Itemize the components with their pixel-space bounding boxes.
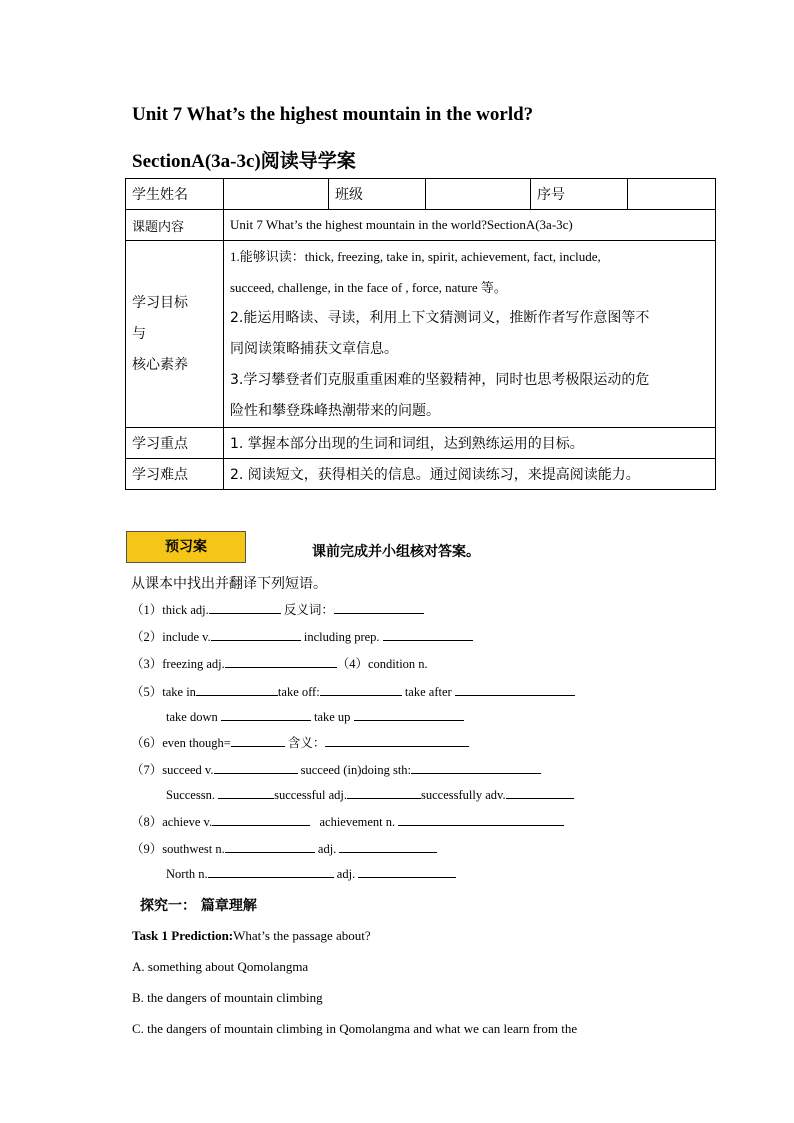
goal-line: 同阅读策略捕获文章信息。: [230, 341, 398, 357]
answer-blank[interactable]: [325, 734, 469, 747]
answer-blank[interactable]: [354, 708, 464, 721]
answer-blank[interactable]: [225, 840, 315, 853]
answer-blank[interactable]: [455, 683, 575, 696]
option-c[interactable]: C. the dangers of mountain climbing in Qomolangma and what we can learn from the: [132, 1021, 578, 1036]
vocab-line-6: （6）even though= 含义：: [131, 733, 469, 751]
difficulty-label: 学习难点: [126, 459, 224, 490]
vocab-line-5: （5）take in take off: take after: [131, 682, 575, 700]
vocab-line-2: （2）include v. including prep.: [131, 627, 473, 645]
student-name-cell[interactable]: [224, 179, 329, 210]
option-b[interactable]: B. the dangers of mountain climbing: [132, 990, 323, 1005]
answer-blank[interactable]: [347, 786, 421, 799]
document-title: Unit 7 What’s the highest mountain in the world?: [132, 104, 534, 125]
answer-blank[interactable]: [411, 761, 541, 774]
goal-line: succeed, challenge, in the face of , force, nature 等。: [230, 280, 507, 295]
option-a[interactable]: A. something about Qomolangma: [132, 959, 309, 974]
class-cell[interactable]: [426, 179, 531, 210]
task-question: What’s the passage about?: [233, 928, 371, 943]
seat-label: 序号: [531, 179, 628, 210]
answer-blank[interactable]: [218, 786, 274, 799]
info-table: [125, 178, 716, 490]
goal-line: 1.能够识读：thick, freezing, take in, spirit, achievement, fact, include,: [230, 249, 601, 264]
class-label: 班级: [329, 179, 426, 210]
key-point-label: 学习重点: [126, 428, 224, 459]
goal-line: 3.学习攀登者们克服重重困难的坚毅精神，同时也思考极限运动的危: [230, 372, 650, 388]
answer-blank[interactable]: [209, 601, 281, 614]
vocab-instructions: 从课本中找出并翻译下列短语。: [131, 576, 327, 592]
answer-blank[interactable]: [231, 734, 285, 747]
goal-content: [224, 241, 716, 428]
answer-blank[interactable]: [208, 865, 334, 878]
vocab-line-7b: Successn. successful adj. successfully adv.: [166, 786, 574, 803]
answer-blank[interactable]: [506, 786, 574, 799]
topic-value: Unit 7 What’s the highest mountain in the world?SectionA(3a-3c): [224, 210, 716, 241]
vocab-line-1: （1）thick adj. 反义词：: [131, 600, 424, 618]
explore-heading: 探究一： 篇章理解: [140, 898, 257, 914]
answer-blank[interactable]: [196, 683, 278, 696]
answer-blank[interactable]: [339, 840, 437, 853]
answer-blank[interactable]: [214, 761, 298, 774]
vocab-line-9b: North n. adj.: [166, 865, 456, 882]
difficulty-value: 2. 阅读短文，获得相关的信息。通过阅读练习，来提高阅读能力。: [224, 459, 716, 490]
answer-blank[interactable]: [358, 865, 456, 878]
answer-blank[interactable]: [212, 813, 310, 826]
topic-label: 课题内容: [126, 210, 224, 241]
preview-note: 课前完成并小组核对答案。: [312, 544, 480, 560]
preview-section-tag: 预习案: [126, 531, 246, 563]
vocab-line-5b: take down take up: [166, 708, 464, 725]
goal-label: 学习目标 与 核心素养: [126, 241, 224, 428]
student-name-label: 学生姓名: [126, 179, 224, 210]
answer-blank[interactable]: [225, 655, 337, 668]
vocab-line-3: （3）freezing adj. （4）condition n.: [131, 657, 428, 671]
answer-blank[interactable]: [320, 683, 402, 696]
key-point-value: 1. 掌握本部分出现的生词和词组，达到熟练运用的目标。: [224, 428, 716, 459]
answer-blank[interactable]: [221, 708, 311, 721]
goal-line: 2.能运用略读、寻读，利用上下文猜测词义，推断作者写作意图等不: [230, 310, 650, 326]
seat-cell[interactable]: [628, 179, 716, 210]
task-label: Task 1 Prediction:: [132, 928, 234, 943]
vocab-line-8: （8）achieve v. achievement n.: [131, 812, 564, 830]
task-1: [132, 928, 371, 944]
document-subtitle: SectionA(3a-3c)阅读导学案: [132, 151, 356, 172]
answer-blank[interactable]: [383, 628, 473, 641]
answer-blank[interactable]: [334, 601, 424, 614]
answer-blank[interactable]: [211, 628, 301, 641]
goal-line: 险性和攀登珠峰热潮带来的问题。: [230, 403, 440, 419]
vocab-line-7: （7）succeed v. succeed (in)doing sth:: [131, 760, 541, 778]
vocab-line-9: （9）southwest n. adj.: [131, 839, 437, 857]
answer-blank[interactable]: [398, 813, 564, 826]
